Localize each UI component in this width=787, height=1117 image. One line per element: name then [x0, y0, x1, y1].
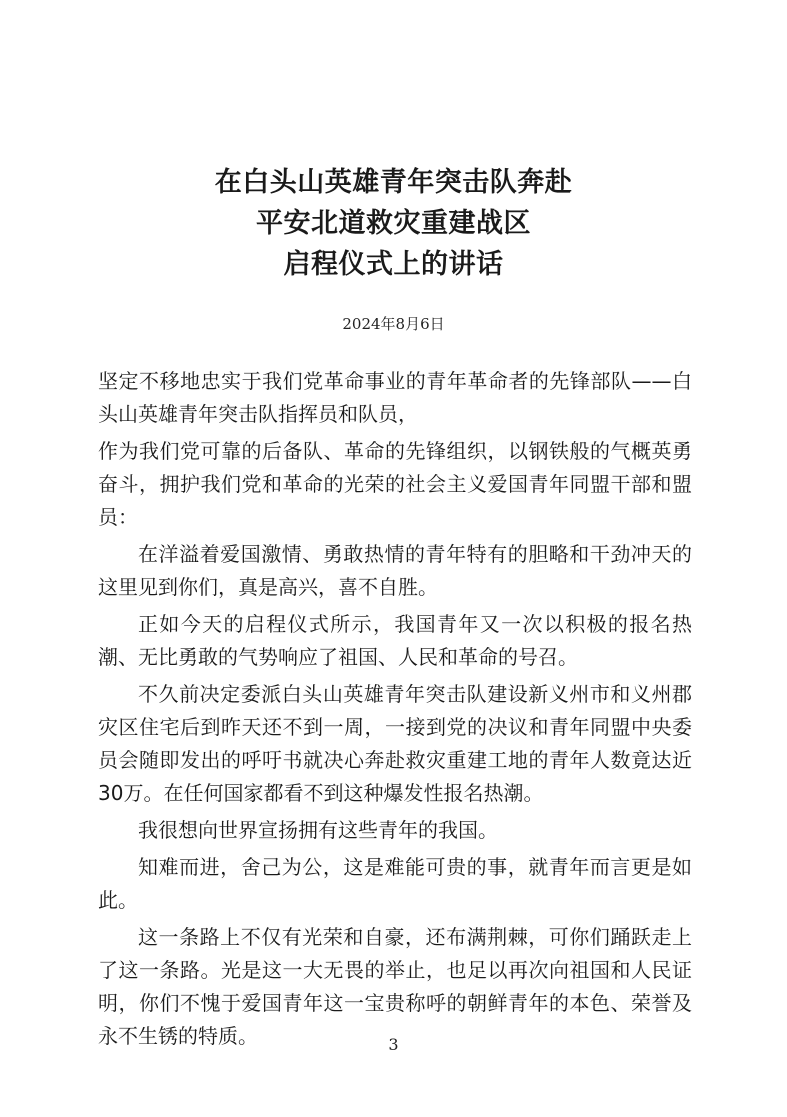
paragraph: 在洋溢着爱国激情、勇敢热情的青年特有的胆略和干劲冲天的这里见到你们，真是高兴，喜不自胜。 [98, 542, 692, 599]
speech-date: 2024年8月6日 [342, 315, 445, 333]
paragraph: 坚定不移地忠实于我们党革命事业的青年革命者的先锋部队——白头山英雄青年突击队指挥员和队员， [98, 369, 692, 426]
speech-body [98, 365, 692, 1057]
title-line-1: 在白头山英雄青年突击队奔赴 [214, 167, 573, 198]
title-line-3: 启程仪式上的讲话 [283, 249, 504, 280]
paragraph: 作为我们党可靠的后备队、革命的先锋组织，以钢铁般的气概英勇奋斗，拥护我们党和革命的光荣的社会主义爱国青年同盟干部和盟员： [98, 439, 692, 529]
speech-title [0, 162, 787, 285]
paragraph: 正如今天的启程仪式所示，我国青年又一次以积极的报名热潮、无比勇敢的气势响应了祖国、人民和革命的号召。 [98, 612, 692, 669]
paragraph: 这一条路上不仅有光荣和自豪，还布满荆棘，可你们踊跃走上了这一条路。光是这一大无畏的举止，也足以再次向祖国和人民证明，你们不愧于爱国青年这一宝贵称呼的朝鲜青年的本色、荣誉及永不生锈的特质。 [98, 925, 692, 1048]
paragraph: 知难而进，舍己为公，这是难能可贵的事，就青年而言更是如此。 [98, 855, 692, 912]
title-line-2: 平安北道救灾重建战区 [256, 208, 531, 239]
paragraph: 不久前决定委派白头山英雄青年突击队建设新义州市和义州郡灾区住宅后到昨天还不到一周，一接到党的决议和青年同盟中央委员会随即发出的呼吁书就决心奔赴救灾重建工地的青年人数竟达近30万。在任何国家都看不到这种爆发性报名热潮。 [98, 682, 692, 805]
paragraph: 我很想向世界宣扬拥有这些青年的我国。 [138, 818, 498, 842]
page-number: 3 [388, 1035, 399, 1054]
